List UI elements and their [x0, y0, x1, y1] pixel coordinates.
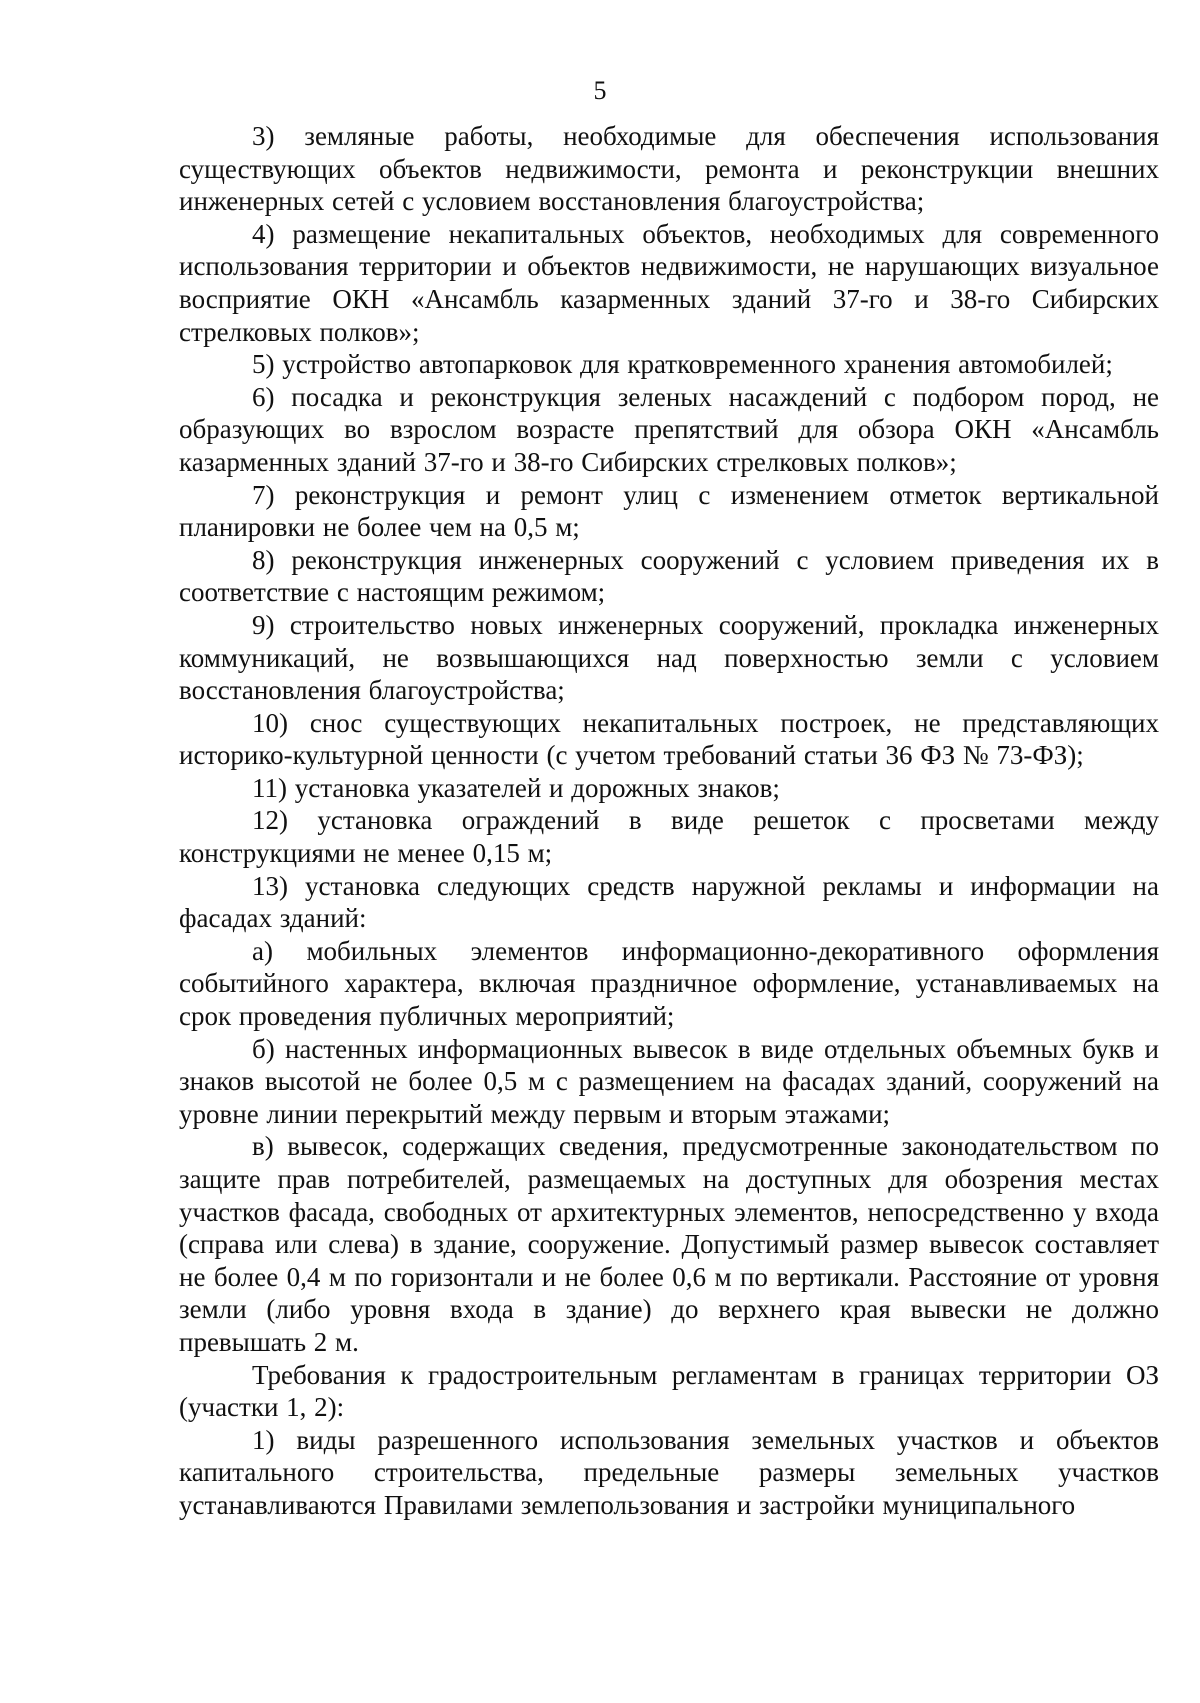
paragraph-item-10: 10) снос существующих некапитальных построек, не представляющих историко-культурной ценности (с учетом требований статьи 36 ФЗ № 73-ФЗ);: [179, 707, 1159, 771]
paragraph-item-11: 11) установка указателей и дорожных знаков;: [252, 772, 780, 803]
paragraph-subitem-b: б) настенных информационных вывесок в виде отдельных объемных букв и знаков высотой не более 0,5 м с размещением на фасадах зданий, сооружений на уровне линии перекрытий между первым и вторым этажами;: [179, 1033, 1159, 1129]
paragraph-item-7: 7) реконструкция и ремонт улиц с изменением отметок вертикальной планировки не более чем на 0,5 м;: [179, 479, 1159, 543]
page-number: 5: [593, 76, 607, 105]
paragraph-item-13: 13) установка следующих средств наружной рекламы и информации на фасадах зданий:: [179, 870, 1159, 934]
paragraph-item-5: 5) устройство автопарковок для кратковременного хранения автомобилей;: [252, 349, 1113, 380]
paragraph-item-9: 9) строительство новых инженерных сооружений, прокладка инженерных коммуникаций, не возвышающихся над поверхностью земли с условием восстановления благоустройства;: [179, 609, 1159, 706]
paragraph-item-3: 3) земляные работы, необходимые для обеспечения использования существующих объектов недвижимости, ремонта и реконструкции внешних инженерных сетей с условием восстановления благоустройства;: [179, 121, 1159, 217]
paragraph-subitem-a: а) мобильных элементов информационно-декоративного оформления событийного характера, включая праздничное оформление, устанавливаемых на срок проведения публичных мероприятий;: [179, 935, 1159, 1032]
paragraph-item-6: 6) посадка и реконструкция зеленых насаждений с подбором пород, не образующих во взрослом возрасте препятствий для обзора ОКН «Ансамбль казарменных зданий 37-го и 38-го Сибирских стрелковых полков»;: [179, 381, 1159, 477]
paragraph-requirements-heading: Требования к градостроительным регламентам в границах территории ОЗ (участки 1, 2):: [179, 1359, 1159, 1423]
paragraph-item-8: 8) реконструкция инженерных сооружений с условием приведения их в соответствие с настоящим режимом;: [179, 544, 1159, 608]
paragraph-item-4: 4) размещение некапитальных объектов, необходимых для современного использования территории и объектов недвижимости, не нарушающих визуальное восприятие ОКН «Ансамбль казарменных зданий 37-го и 38-го Сибирских стрелковых полков»;: [179, 218, 1159, 347]
paragraph-requirement-1: 1) виды разрешенного использования земельных участков и объектов капитального строительства, предельные размеры земельных участков устанавливаются Правилами землепользования и застройки муниципального: [179, 1424, 1159, 1520]
paragraph-subitem-v: в) вывесок, содержащих сведения, предусмотренные законодательством по защите прав потребителей, размещаемых на доступных для обозрения местах участков фасада, свободных от архитектурных элементов, непосредственно у входа (справа или слева) в здание, сооружение. Допустимый размер вывесок составляет не более 0,4 м по горизонтали и не более 0,6 м по вертикали. Расстояние от уровня земли (либо уровня входа в здание) до верхнего края вывески не должно превышать 2 м.: [179, 1131, 1159, 1357]
paragraph-item-12: 12) установка ограждений в виде решеток с просветами между конструкциями не менее 0,15 м;: [179, 805, 1159, 869]
document-body: [179, 120, 1159, 1522]
